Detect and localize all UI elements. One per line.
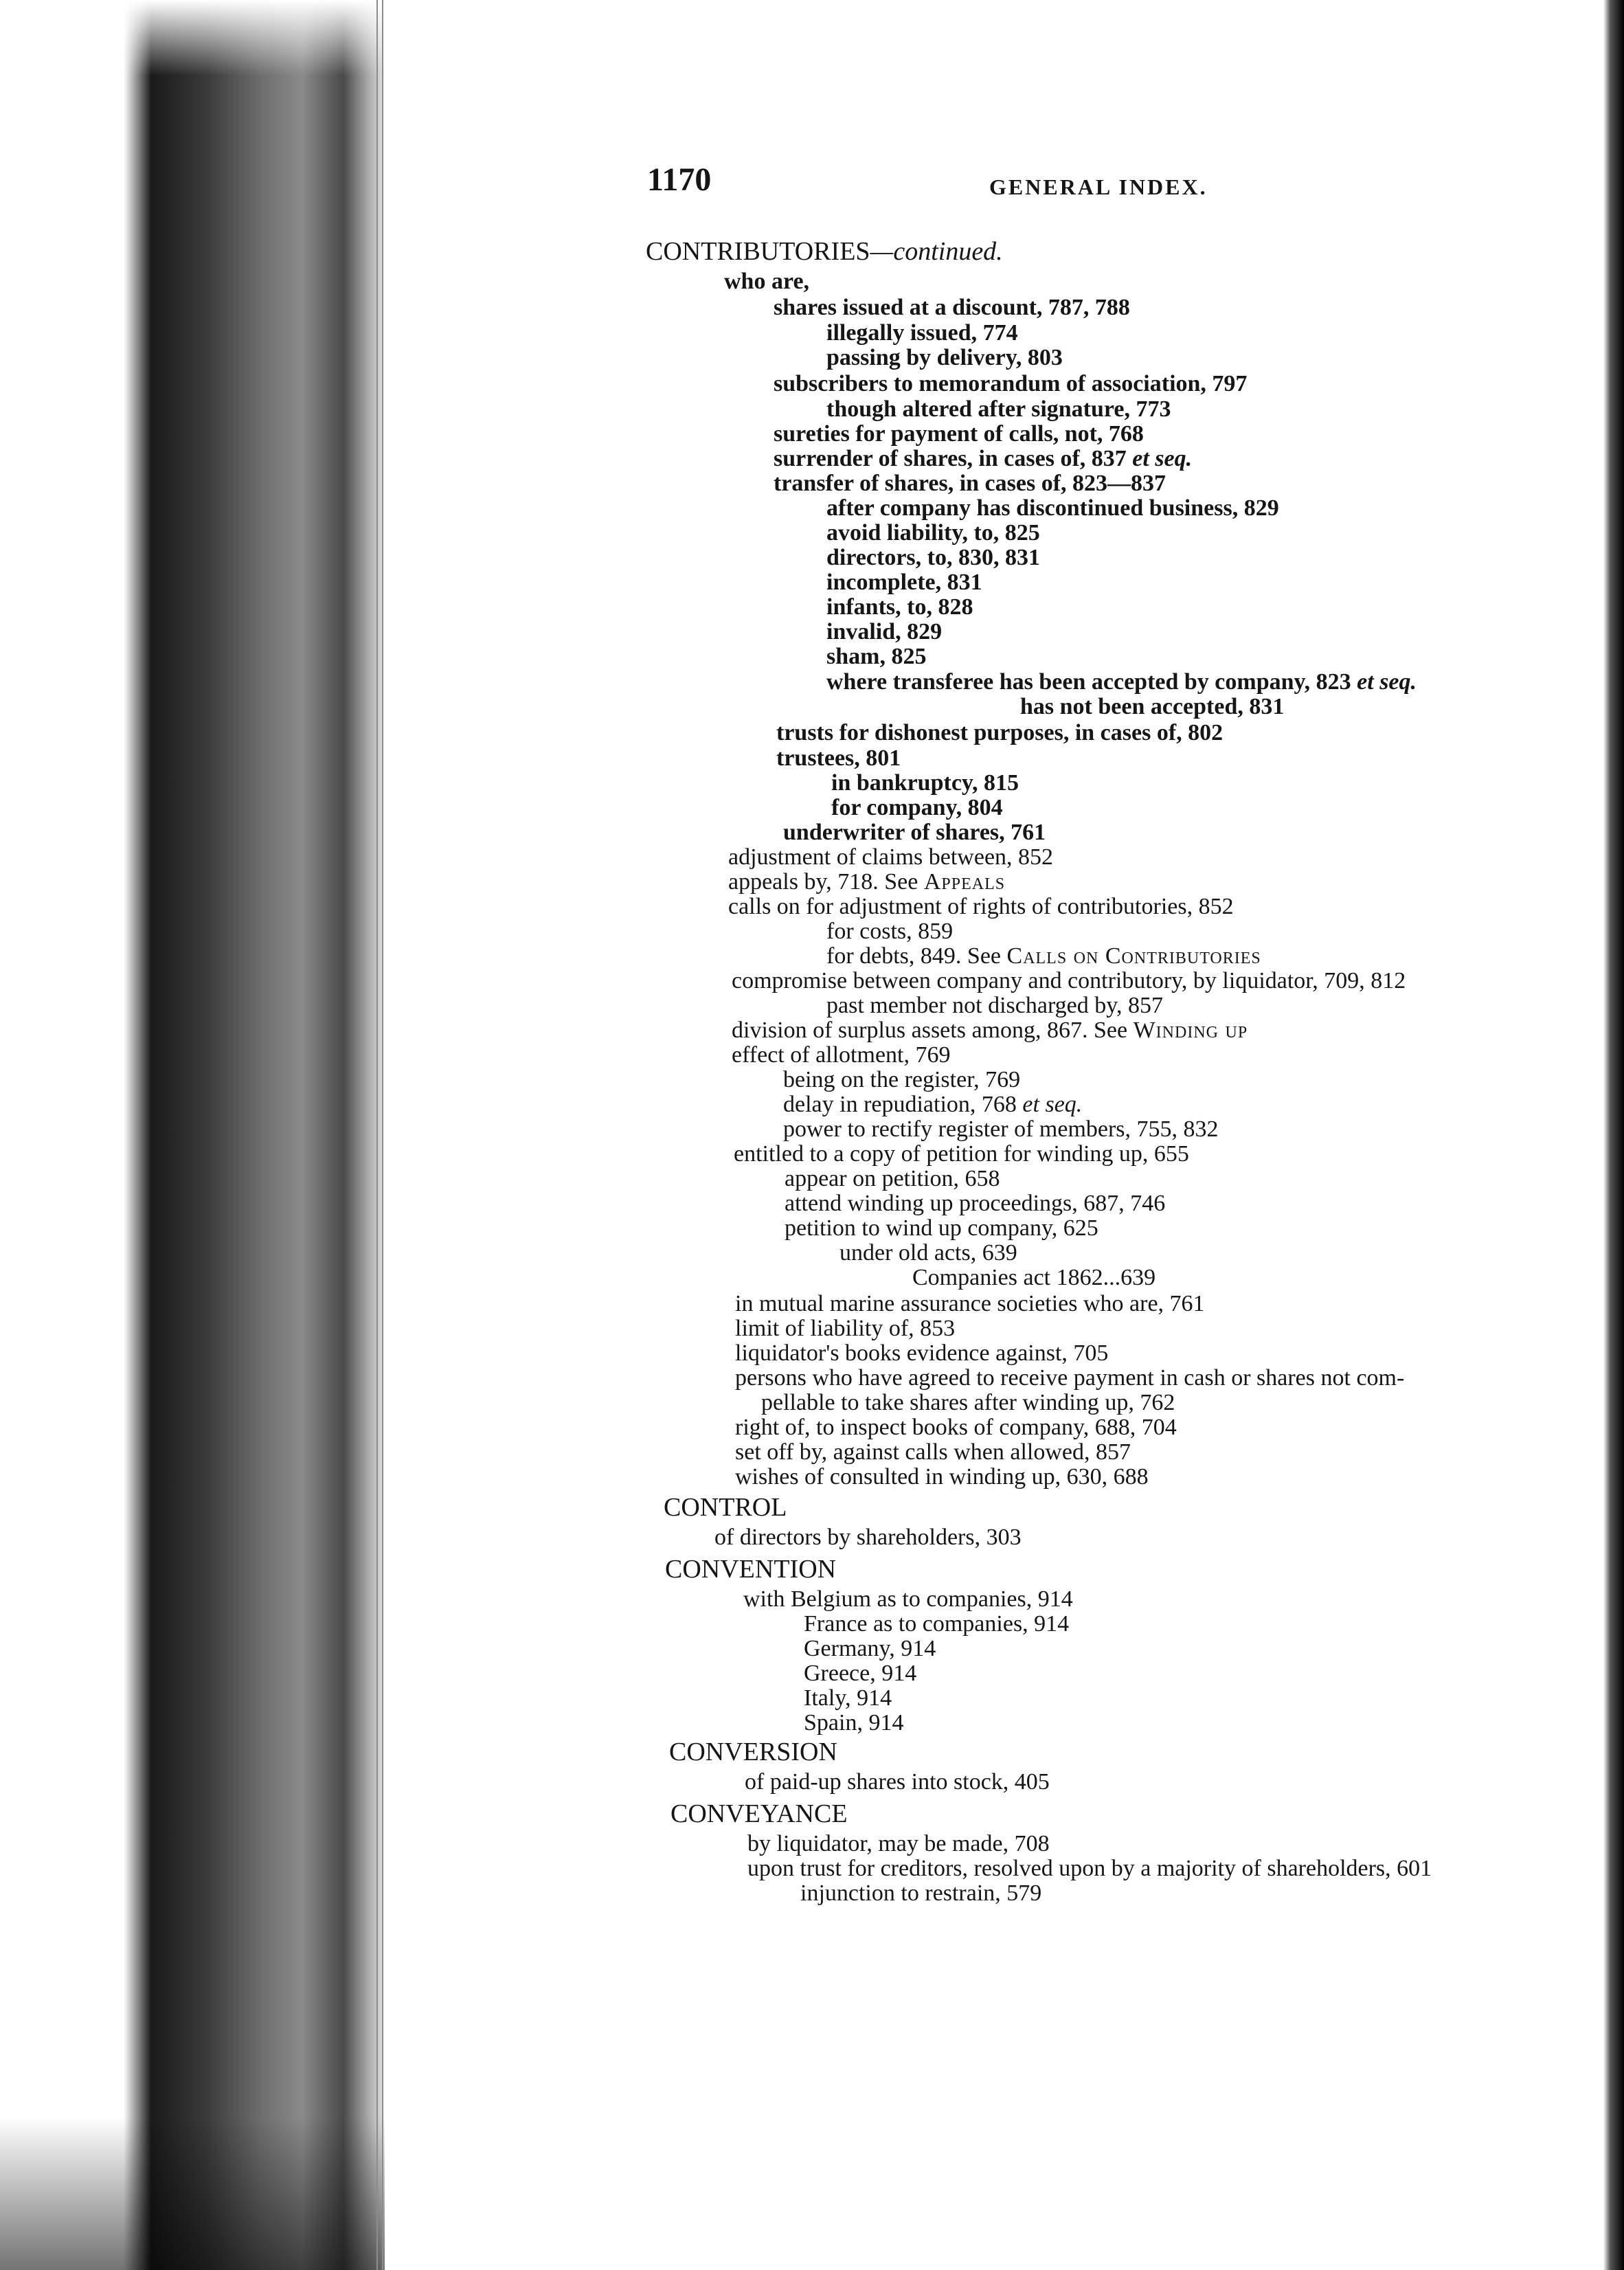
entry-italic: et seq.: [1022, 1092, 1083, 1117]
index-line: compromise between company and contributory, by liquidator, 709, 812: [732, 968, 1406, 993]
index-line: attend winding up proceedings, 687, 746: [785, 1191, 1166, 1216]
index-line: entitled to a copy of petition for winding up, 655: [734, 1141, 1189, 1167]
index-line: pellable to take shares after winding up, 762: [761, 1390, 1175, 1415]
index-line: incomplete, 831: [826, 570, 982, 595]
index-line: in mutual marine assurance societies who are, 761: [735, 1291, 1205, 1316]
heading-conversion: CONVERSION: [669, 1738, 837, 1766]
entry-text: surrender of shares, in cases of, 837: [774, 446, 1133, 471]
entry-italic: —continued.: [870, 237, 1003, 266]
index-line: sham, 825: [826, 644, 927, 669]
index-line: passing by delivery, 803: [826, 345, 1063, 370]
index-line: being on the register, 769: [783, 1067, 1021, 1092]
index-line: calls on for adjustment of rights of contributories, 852: [728, 894, 1234, 919]
index-line: power to rectify register of members, 755, 832: [783, 1116, 1219, 1142]
index-line: trusts for dishonest purposes, in cases of, 802: [776, 720, 1223, 745]
index-line: [826, 670, 1417, 695]
index-line: though altered after signature, 773: [826, 396, 1171, 422]
index-line: set off by, against calls when allowed, 857: [735, 1439, 1131, 1465]
entry-text: CONTRIBUTORIES: [646, 237, 870, 266]
index-line: wishes of consulted in winding up, 630, 688: [735, 1464, 1149, 1490]
index-line: appear on petition, 658: [785, 1166, 1000, 1191]
index-line: Germany, 914: [804, 1636, 936, 1661]
index-line: transfer of shares, in cases of, 823—837: [774, 471, 1166, 496]
next-page-edge: [1603, 0, 1624, 2270]
entry-italic: et seq.: [1132, 446, 1193, 471]
page-stack-line: [376, 0, 378, 2270]
index-line: injunction to restrain, 579: [800, 1880, 1042, 1906]
index-line: has not been accepted, 831: [1020, 694, 1285, 719]
index-line: right of, to inspect books of company, 688, 704: [735, 1415, 1177, 1440]
index-line: of directors by shareholders, 303: [714, 1525, 1022, 1550]
index-line: past member not discharged by, 857: [826, 993, 1164, 1018]
index-line: [732, 1018, 1248, 1043]
index-line: effect of allotment, 769: [732, 1042, 951, 1068]
index-line: by liquidator, may be made, 708: [747, 1831, 1050, 1856]
index-line: infants, to, 828: [826, 594, 973, 620]
index-line: avoid liability, to, 825: [826, 520, 1040, 546]
index-line: France as to companies, 914: [804, 1611, 1070, 1637]
index-line: of paid-up shares into stock, 405: [745, 1769, 1050, 1795]
heading-contributories: [646, 239, 1003, 264]
entry-text: appeals by, 718. See: [728, 869, 924, 895]
index-page: [385, 0, 1603, 2270]
heading-convention: CONVENTION: [665, 1555, 837, 1584]
index-line: subscribers to memorandum of association, 797: [774, 371, 1248, 396]
index-line: Italy, 914: [804, 1685, 892, 1711]
index-line: for company, 804: [831, 795, 1003, 820]
index-line: in bankruptcy, 815: [831, 770, 1019, 796]
page-number: 1170: [647, 161, 712, 198]
heading-conveyance: CONVEYANCE: [670, 1799, 848, 1828]
index-line: adjustment of claims between, 852: [728, 844, 1054, 870]
index-line: illegally issued, 774: [826, 320, 1018, 346]
entry-italic: et seq.: [1357, 669, 1417, 695]
index-line: invalid, 829: [826, 619, 943, 644]
index-line: with Belgium as to companies, 914: [743, 1586, 1073, 1612]
index-line: [783, 1092, 1082, 1117]
index-line: trustees, 801: [776, 745, 901, 771]
index-line: liquidator's books evidence against, 705: [735, 1340, 1109, 1366]
index-line: for costs, 859: [826, 919, 954, 944]
index-line: [774, 447, 1192, 471]
index-line: underwriter of shares, 761: [783, 820, 1046, 845]
cross-reference: Appeals: [923, 869, 1006, 895]
index-line: Companies act 1862...639: [912, 1265, 1156, 1290]
index-line: who are,: [724, 269, 810, 294]
index-line: petition to wind up company, 625: [785, 1215, 1098, 1241]
cross-reference: Winding up: [1133, 1018, 1248, 1043]
index-line: directors, to, 830, 831: [826, 545, 1040, 570]
page-stack-line: [382, 0, 383, 2270]
index-line: [728, 870, 1005, 895]
entry-text: division of surplus assets among, 867. See: [732, 1018, 1134, 1043]
index-line: persons who have agreed to receive payment in cash or shares not com-: [735, 1365, 1405, 1391]
index-line: Spain, 914: [804, 1710, 904, 1735]
entry-text: delay in repudiation, 768: [783, 1092, 1023, 1117]
index-line: sureties for payment of calls, not, 768: [774, 421, 1144, 447]
heading-control: CONTROL: [664, 1493, 787, 1522]
index-line: limit of liability of, 853: [735, 1316, 956, 1341]
index-line: after company has discontinued business, 829: [826, 495, 1279, 521]
index-line: [826, 944, 1261, 969]
entry-text: for debts, 849. See: [826, 943, 1007, 969]
index-line: shares issued at a discount, 787, 788: [774, 295, 1130, 320]
index-line: upon trust for creditors, resolved upon by a majority of shareholders, 601: [747, 1856, 1432, 1881]
index-line: Greece, 914: [804, 1661, 917, 1686]
entry-text: where transferee has been accepted by company, 823: [826, 669, 1357, 695]
cross-reference: Calls on Contributories: [1006, 943, 1261, 969]
index-line: under old acts, 639: [839, 1240, 1017, 1266]
running-title: GENERAL INDEX.: [989, 175, 1208, 199]
book-edge-shading: [0, 0, 385, 2270]
